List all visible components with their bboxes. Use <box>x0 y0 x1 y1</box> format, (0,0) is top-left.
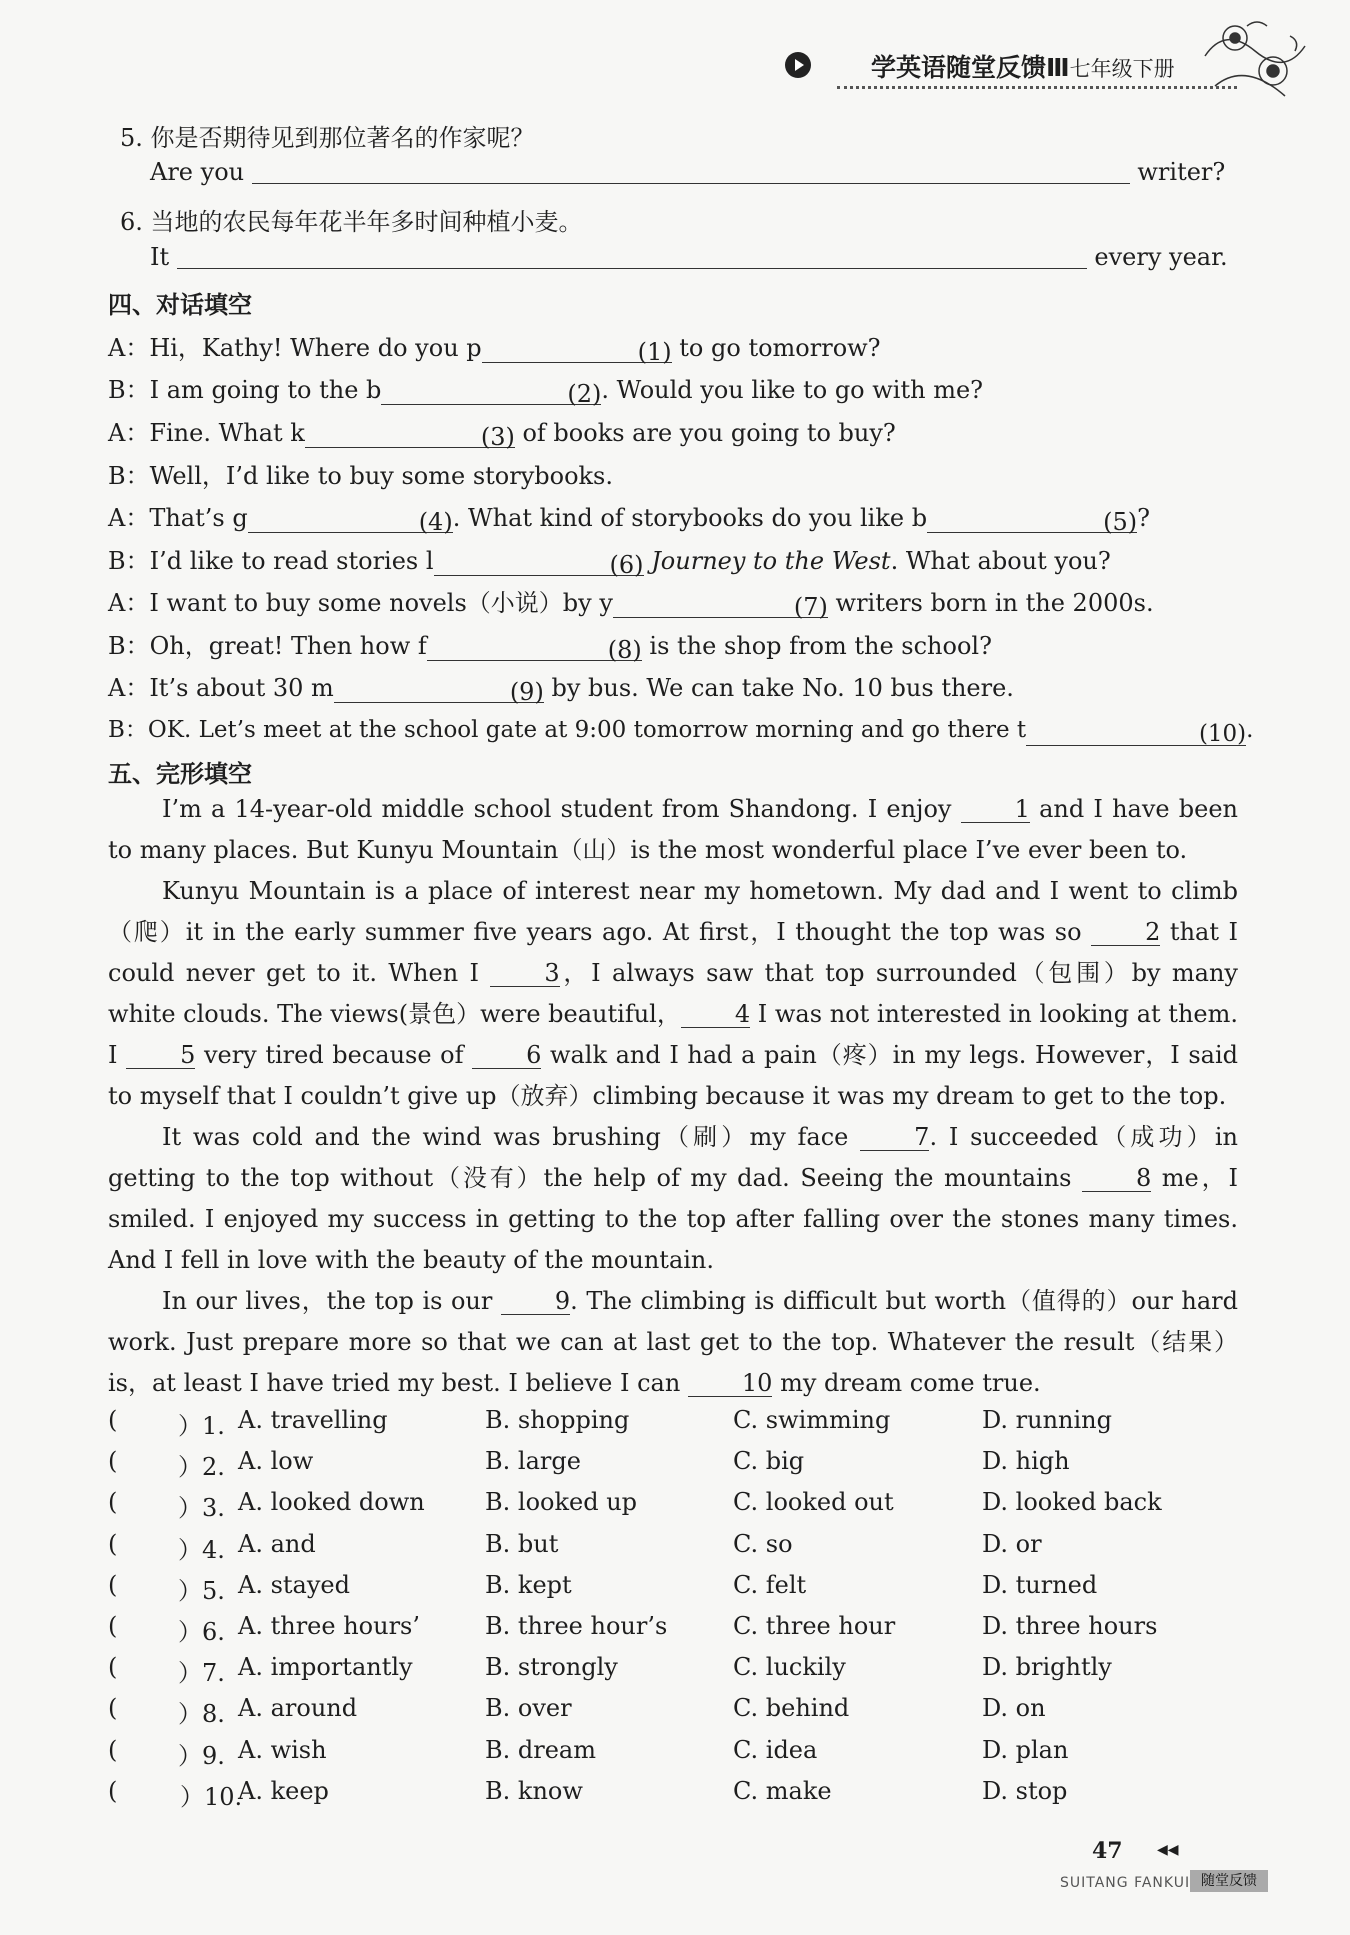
flower-decoration-icon <box>1195 16 1315 106</box>
option-c[interactable]: C. so <box>733 1529 793 1558</box>
question-number: ）7. <box>178 1659 225 1688</box>
cloze-paragraph-4: In our lives，the top is our 9. The climbing is difficult but worth（值得的）our hard work. Just prepare more so that we can at last get to the top. Whatever the result（结果）is，at least I have tried my best. I believe I can 10 my dream come true. <box>108 1287 1238 1397</box>
option-d[interactable]: D. plan <box>982 1735 1069 1764</box>
dialogue-line: B：OK. Let’s meet at the school gate at 9:00 tomorrow morning and go there t (10). <box>108 717 1254 747</box>
answer-paren[interactable]: ( <box>108 1776 118 1805</box>
option-c[interactable]: C. behind <box>733 1694 850 1723</box>
section-5-title: 五、完形填空 <box>108 760 252 788</box>
dialogue-blank[interactable]: (10) <box>1026 721 1246 746</box>
cloze-blank[interactable]: 7 <box>860 1124 929 1151</box>
header-dotted-rule <box>837 86 1237 89</box>
option-b[interactable]: B. over <box>485 1694 572 1723</box>
option-b[interactable]: B. three hour’s <box>485 1612 668 1640</box>
option-d[interactable]: D. on <box>982 1694 1046 1723</box>
option-a[interactable]: A. wish <box>238 1735 327 1764</box>
dialogue-blank[interactable]: (3) <box>305 423 515 448</box>
option-c[interactable]: C. looked out <box>733 1488 894 1517</box>
cloze-blank[interactable]: 3 <box>490 960 559 987</box>
dialogue-blank[interactable]: (5) <box>927 508 1137 533</box>
question-number: ）2. <box>178 1453 225 1482</box>
option-a[interactable]: A. low <box>238 1447 314 1476</box>
option-a[interactable]: A. keep <box>238 1776 329 1805</box>
question-6-answer-line: It every year. <box>150 243 1228 271</box>
question-number: ）8. <box>178 1700 225 1729</box>
dialogue-blank[interactable]: (7) <box>613 593 828 618</box>
option-a[interactable]: A. stayed <box>238 1570 350 1599</box>
option-c[interactable]: C. big <box>733 1447 805 1476</box>
answer-paren[interactable]: ( <box>108 1735 118 1764</box>
cloze-paragraph-3: It was cold and the wind was brushing（刷）my face 7. I succeeded（成功）in getting to the top without（没有）the help of my dad. Seeing the mountains 8 me，I smiled. I enjoyed my success in getting to the top after falling over the stones many times. And I fell in love with the beauty of the mountain. <box>108 1123 1238 1274</box>
answer-paren[interactable]: ( <box>108 1406 118 1434</box>
option-d[interactable]: D. looked back <box>982 1488 1162 1517</box>
option-d[interactable]: D. running <box>982 1406 1112 1434</box>
cloze-blank[interactable]: 5 <box>126 1042 195 1069</box>
answer-blank[interactable] <box>252 159 1130 184</box>
question-5-chinese: 5. 你是否期待见到那位著名的作家呢？ <box>120 124 535 152</box>
question-number: ）3. <box>178 1494 225 1523</box>
option-b[interactable]: B. looked up <box>485 1488 638 1517</box>
dialogue-line: B：Oh，great! Then how f (8) is the shop from the school? <box>108 632 992 664</box>
cloze-blank[interactable]: 8 <box>1082 1165 1151 1192</box>
dialogue-blank[interactable]: (6) <box>434 551 644 576</box>
option-c[interactable]: C. felt <box>733 1570 807 1599</box>
question-6-chinese: 6. 当地的农民每年花半年多时间种植小麦。 <box>120 208 583 236</box>
page-header <box>785 48 1255 98</box>
option-c[interactable]: C. idea <box>733 1735 818 1764</box>
option-b[interactable]: B. kept <box>485 1570 572 1599</box>
cloze-blank[interactable]: 10 <box>688 1370 773 1397</box>
option-d[interactable]: D. or <box>982 1529 1042 1558</box>
option-d[interactable]: D. high <box>982 1447 1070 1476</box>
dialogue-blank[interactable]: (2) <box>381 380 601 405</box>
question-number: ）1. <box>178 1412 225 1440</box>
section-4-title: 四、对话填空 <box>108 291 252 319</box>
dialogue-blank[interactable]: (1) <box>482 338 672 363</box>
dialogue-line: B：I’d like to read stories l (6) Journey to the West. What about you? <box>108 547 1111 579</box>
answer-paren[interactable]: ( <box>108 1447 118 1476</box>
answer-paren[interactable]: ( <box>108 1612 118 1640</box>
question-number: ）5. <box>178 1576 225 1605</box>
option-c[interactable]: C. three hour <box>733 1612 896 1640</box>
option-b[interactable]: B. shopping <box>485 1406 630 1434</box>
option-a[interactable]: A. looked down <box>238 1488 425 1517</box>
play-icon <box>785 52 811 78</box>
option-d[interactable]: D. turned <box>982 1570 1098 1599</box>
dialogue-line: A：I want to buy some novels（小说）by y (7) writers born in the 2000s. <box>108 589 1154 621</box>
answer-paren[interactable]: ( <box>108 1529 118 1558</box>
option-d[interactable]: D. three hours <box>982 1612 1158 1640</box>
option-b[interactable]: B. strongly <box>485 1653 618 1682</box>
book-title: 学英语随堂反馈Ⅲ七年级下册 <box>871 53 1175 82</box>
dialogue-blank[interactable]: (9) <box>334 678 544 703</box>
option-a[interactable]: A. three hours’ <box>238 1612 420 1640</box>
footer-brand: SUITANG FANKUI <box>1060 1875 1191 1891</box>
dialogue-line: A：It’s about 30 m (9) by bus. We can take No. 10 bus there. <box>108 674 1014 706</box>
option-a[interactable]: A. travelling <box>238 1406 388 1434</box>
question-5-answer-line: Are you writer? <box>150 158 1226 186</box>
option-b[interactable]: B. large <box>485 1447 581 1476</box>
question-number: ）9. <box>178 1741 225 1770</box>
option-a[interactable]: A. importantly <box>238 1653 413 1682</box>
book-subtitle: 七年级下册 <box>1069 57 1175 81</box>
option-a[interactable]: A. and <box>238 1529 316 1558</box>
option-a[interactable]: A. around <box>238 1694 358 1723</box>
cloze-blank[interactable]: 1 <box>961 796 1030 823</box>
cloze-blank[interactable]: 6 <box>472 1042 541 1069</box>
cloze-paragraph-2: Kunyu Mountain is a place of interest near my hometown. My dad and I went to climb（爬）it in the early summer five years ago. At first，I thought the top was so 2 that I could never get to it. When I 3，I always saw that top surrounded（包围）by many white clouds. The views(景色）were beautiful， 4 I was not interested in looking at them. I 5 very tired because of 6 walk and I had a pain（疼）in my legs. However，I said to myself that I couldn’t give up（放弃）climbing because it was my dream to get to the top. <box>108 877 1239 1110</box>
question-number: ）10. <box>180 1782 243 1811</box>
footer-tag: 随堂反馈 <box>1190 1870 1268 1892</box>
option-b[interactable]: B. but <box>485 1529 559 1558</box>
answer-paren[interactable]: ( <box>108 1488 118 1517</box>
dialogue-line: B：I am going to the b (2). Would you like to go with me? <box>108 376 984 408</box>
question-number: ）6. <box>178 1618 225 1646</box>
answer-paren[interactable]: ( <box>108 1570 118 1599</box>
page-number: 47 <box>1092 1838 1123 1864</box>
arrow-left-icon: ◀◀ <box>1157 1842 1179 1858</box>
dialogue-blank[interactable]: (4) <box>248 508 453 533</box>
dialogue-line: A：That’s g (4). What kind of storybooks do you like b (5)? <box>108 504 1150 536</box>
dialogue-line: A：Hi，Kathy! Where do you p (1) to go tomorrow? <box>108 334 881 366</box>
option-c[interactable]: C. swimming <box>733 1406 891 1434</box>
option-c[interactable]: C. luckily <box>733 1653 846 1682</box>
cloze-paragraph-1: I’m a 14-year-old middle school student from Shandong. I enjoy 1 and I have been to many places. But Kunyu Mountain（山）is the most wonderful place I’ve ever been to. <box>108 795 1238 864</box>
dialogue-line: A：Fine. What k (3) of books are you going to buy? <box>108 419 896 451</box>
option-d[interactable]: D. brightly <box>982 1653 1112 1682</box>
option-b[interactable]: B. know <box>485 1776 583 1805</box>
dialogue-blank[interactable]: (8) <box>427 636 642 661</box>
option-b[interactable]: B. dream <box>485 1735 596 1764</box>
cloze-blank[interactable]: 9 <box>501 1288 570 1315</box>
answer-paren[interactable]: ( <box>108 1694 118 1723</box>
answer-blank[interactable] <box>177 244 1087 269</box>
cloze-blank[interactable]: 2 <box>1091 919 1160 946</box>
option-c[interactable]: C. make <box>733 1776 832 1805</box>
cloze-blank[interactable]: 4 <box>681 1001 750 1028</box>
dialogue-line: B：Well，I’d like to buy some storybooks. <box>108 462 614 490</box>
answer-paren[interactable]: ( <box>108 1653 118 1682</box>
option-d[interactable]: D. stop <box>982 1776 1068 1805</box>
question-number: ）4. <box>178 1535 225 1564</box>
